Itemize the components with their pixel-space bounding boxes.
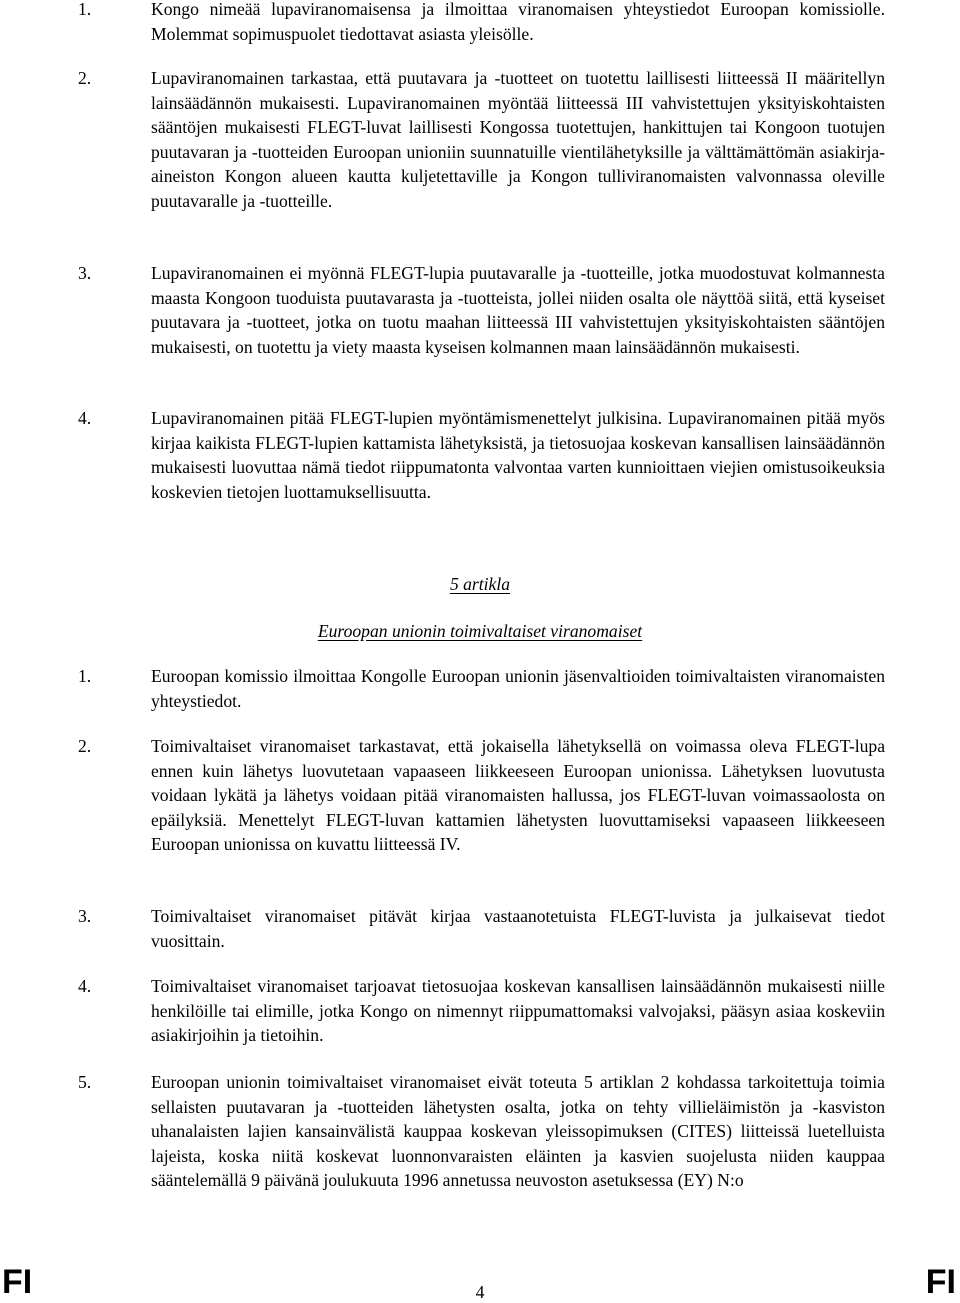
footer-language-right: FI: [925, 1263, 956, 1301]
list-item-number: 4.: [78, 976, 92, 996]
list-item-text: Euroopan komissio ilmoittaa Kongolle Euroopan unionin jäsenvaltioiden toimivaltaisten viranomaisten yhteystiedot.: [151, 666, 885, 711]
list-item-number: 4.: [78, 408, 92, 428]
list-item-number: 3.: [78, 263, 92, 283]
article-number-heading: 5 artikla: [449, 574, 511, 594]
list-item-number: 2.: [78, 736, 92, 756]
article-title-heading: Euroopan unionin toimivaltaiset viranomaiset: [317, 621, 643, 641]
list-item-number: 1.: [78, 666, 92, 686]
list-item-number: 5.: [78, 1072, 92, 1092]
footer-page-number: 4: [475, 1282, 485, 1302]
list-item-text: Lupaviranomainen ei myönnä FLEGT-lupia puutavaralle ja -tuotteille, jotka muodostuvat kolmannesta maasta Kongoon tuoduista puutavarasta ja -tuotteista, jollei niiden osalta ole näyttöä siitä, että kyseiset puutavara ja -tuotteet, jotka on tuotu maahan liitteessä III vahvistettujen yksityiskohtaisten sääntöjen mukaisesti, on tuotettu ja viety maasta kyseisen kolmannen maan lainsäädännön mukaisesti.: [151, 263, 885, 357]
footer-language-left: FI: [2, 1263, 33, 1301]
list-item-text: Toimivaltaiset viranomaiset tarkastavat, että jokaisella lähetyksellä on voimassa oleva FLEGT-lupa ennen kuin lähetys luovutetaan vapaaseen liikkeeseen Euroopan unionissa. Lähetyksen luovutusta voidaan lykätä ja lähetys voidaan pitää viranomaisten hallussa, jos FLEGT-luvan voimassaolosta on epäilyksiä. Menettelyt FLEGT-luvan kattamien lähetysten luovuttamiseksi vapaaseen liikkeeseen Euroopan unionissa on kuvattu liitteessä IV.: [151, 736, 885, 854]
list-item-number: 1.: [78, 0, 92, 19]
list-item-text: Lupaviranomainen pitää FLEGT-lupien myöntämismenettelyt julkisina. Lupaviranomainen pitää myös kirjaa kaikista FLEGT-lupien kattamista lähetyksistä, ja tietosuojaa koskevan kansallisen lainsäädännön mukaisesti luovuttaa nämä tiedot riippumatonta valvontaa varten kunnioittaen viejien omistusoikeuksia koskevien tietojen luottamuksellisuutta.: [151, 408, 885, 502]
list-item-text: Lupaviranomainen tarkastaa, että puutavara ja -tuotteet on tuotettu laillisesti liitteessä II määritellyn lainsäädännön mukaisesti. Lupaviranomainen myöntää liitteessä III vahvistettujen yksityiskohtaisten sääntöjen mukaisesti FLEGT-luvat laillisesti Kongossa tuotettujen, hankittujen tai Kongoon tuotujen puutavaran ja -tuotteiden Euroopan unioniin suunnatuille vientilähetyksille ja välttämättömän asiakirja-aineiston Kongon alueen kautta kuljetettaville ja Kongon tulliviranomaisten valvonnassa oleville puutavaralle ja -tuotteille.: [151, 68, 885, 211]
list-item-text: Toimivaltaiset viranomaiset pitävät kirjaa vastaanotetuista FLEGT-luvista ja julkaisevat tiedot vuosittain.: [151, 906, 885, 951]
list-item-text: Euroopan unionin toimivaltaiset viranomaiset eivät toteuta 5 artiklan 2 kohdassa tarkoitettuja toimia sellaisten puutavaran ja -tuotteiden lähetysten osalta, jotka on tehty villieläimistön ja -kasviston uhanalaisten lajien kansainvälistä kauppaa koskevan yleissopimuksen (CITES) liitteissä luetelluista lajeista, koska niitä koskevat luonnonvaraisten eläinten ja kasvien suojelusta niiden kauppaa sääntelemällä 9 päivänä joulukuuta 1996 annetussa neuvoston asetuksessa (EY) N:o: [151, 1072, 885, 1190]
list-item-text: Toimivaltaiset viranomaiset tarjoavat tietosuojaa koskevan kansallisen lainsäädännön mukaisesti niille henkilöille tai elimille, jotka Kongo on nimennyt riippumattomaksi valvojaksi, pääsyn asiaa koskeviin asiakirjoihin ja tietoihin.: [151, 976, 885, 1045]
list-item-text: Kongo nimeää lupaviranomaisensa ja ilmoittaa viranomaisen yhteystiedot Euroopan komissiolle. Molemmat sopimuspuolet tiedottavat asiasta yleisölle.: [151, 0, 885, 44]
list-item-number: 2.: [78, 68, 92, 88]
list-item-number: 3.: [78, 906, 92, 926]
